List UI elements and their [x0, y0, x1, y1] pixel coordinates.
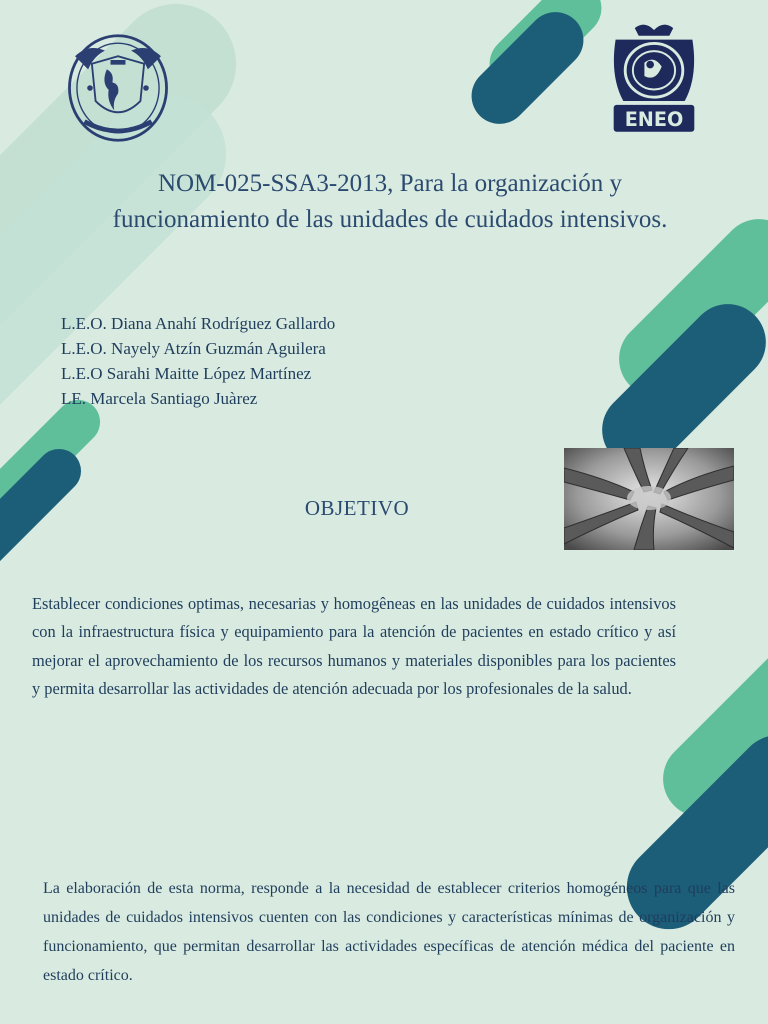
hands-photo: [564, 448, 734, 550]
eneo-logo-text: ENEO: [624, 108, 684, 131]
author-4: LE. Marcela Santiago Juàrez: [61, 389, 258, 408]
author-list: [61, 311, 335, 411]
author-3: L.E.O Sarahi Maitte López Martínez: [61, 364, 312, 383]
document-title: [60, 166, 720, 238]
rationale-paragraph: La elaboración de esta norma, responde a la necesidad de establecer criterios homogéneos para que las unidades de cuidados intensivos cuenten con las condiciones y características mínimas de organización y funcionamiento, que permitan desarrollar las actividades específicas de atención médica del paciente en estado crítico.: [43, 880, 735, 984]
title-line-1: NOM-025-SSA3-2013, Para la organización y: [157, 170, 623, 197]
author-2: L.E.O. Nayely Atzín Guzmán Aguilera: [61, 339, 326, 358]
objective-paragraph: Establecer condiciones optimas, necesarias y homogêneas en las unidades de cuidados intensivos con la infraestructura física y equipamiento para la atención de pacientes en estado crítico y así mejorar el aprovechamiento de los recursos humanos y materiales disponibles para los pacientes y permita desarrollar las actividades de atención adecuada por los profesionales de la salud.: [32, 594, 676, 698]
eneo-logo: [606, 18, 702, 138]
objective-heading: OBJETIVO: [304, 496, 410, 520]
author-1: L.E.O. Diana Anahí Rodríguez Gallardo: [61, 314, 336, 333]
title-line-2: funcionamiento de las unidades de cuidados intensivos.: [112, 206, 668, 233]
unam-logo: [62, 26, 174, 150]
